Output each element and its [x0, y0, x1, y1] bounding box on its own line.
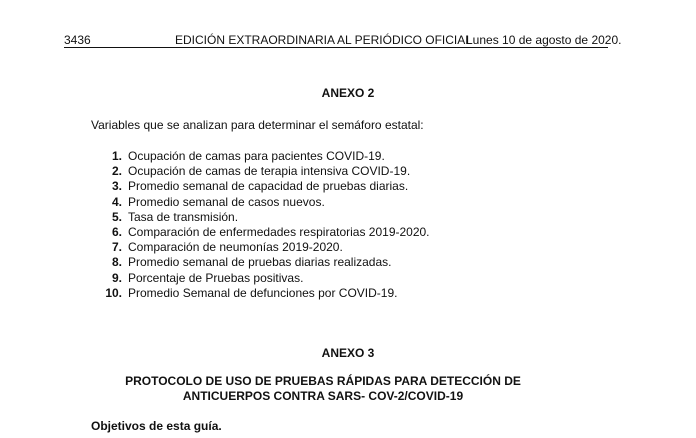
- list-item-text: Ocupación de camas para pacientes COVID-19.: [128, 149, 385, 163]
- annex-2-intro: Variables que se analizan para determinar el semáforo estatal:: [91, 118, 424, 132]
- list-item-number: 8.: [111, 255, 122, 270]
- list-item-text: Comparación de neumonías 2019-2020.: [128, 240, 343, 255]
- list-item-number: 3.: [111, 179, 122, 194]
- list-item-text: Promedio semanal de pruebas diarias realizadas.: [128, 255, 392, 270]
- annex-3-title: ANEXO 3: [321, 346, 375, 360]
- list-item-number: 2.: [111, 164, 122, 179]
- list-item-text: Promedio semanal de casos nuevos.: [128, 194, 325, 209]
- list-item-text: Ocupación de camas de terapia intensiva COVID-19.: [128, 164, 411, 179]
- protocol-title-line-1: PROTOCOLO DE USO DE PRUEBAS RÁPIDAS PARA DETECCIÓN DE: [125, 374, 521, 388]
- publication-date: Lunes 10 de agosto de 2020.: [466, 33, 622, 47]
- publication-title: EDICIÓN EXTRAORDINARIA AL PERIÓDICO OFICIAL: [175, 33, 472, 47]
- protocol-title: [0, 374, 646, 404]
- list-item-text: Comparación de enfermedades respiratorias 2019-2020.: [128, 224, 430, 239]
- annex-2-title: ANEXO 2: [321, 86, 375, 100]
- list-item-number: 6.: [111, 224, 122, 239]
- objectives-heading: Objetivos de esta guía.: [91, 419, 222, 433]
- list-item-text: Porcentaje de Pruebas positivas.: [128, 270, 304, 285]
- protocol-title-line-2: ANTICUERPOS CONTRA SARS- COV-2/COVID-19: [182, 389, 464, 403]
- list-item-number: 7.: [111, 240, 122, 255]
- list-item-number: 10.: [105, 285, 122, 300]
- list-item-number: 1.: [111, 149, 122, 163]
- list-item-number: 9.: [111, 270, 122, 285]
- list-item-text: Promedio Semanal de defunciones por COVID-19.: [128, 285, 398, 300]
- page-header: [64, 33, 622, 47]
- page-number: 3436: [64, 33, 91, 47]
- list-item-number: 5.: [111, 209, 122, 224]
- list-item-text: Tasa de transmisión.: [128, 209, 239, 224]
- list-item-text: Promedio semanal de capacidad de pruebas diarias.: [128, 179, 409, 194]
- header-rule: [64, 47, 608, 48]
- list-item-number: 4.: [111, 194, 122, 209]
